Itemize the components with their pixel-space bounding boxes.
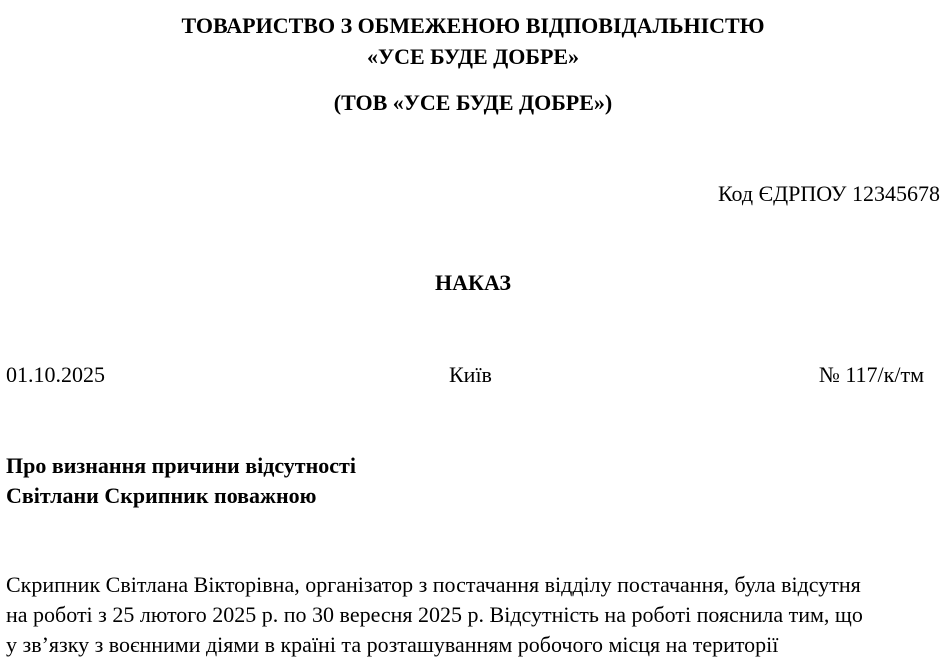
organization-full-name-line1: ТОВАРИСТВО З ОБМЕЖЕНОЮ ВІДПОВІДАЛЬНІСТЮ xyxy=(181,13,765,38)
order-body-text xyxy=(6,570,946,660)
order-city: Київ xyxy=(449,362,492,387)
order-subject-line2: Світлани Скрипник поважною xyxy=(6,483,317,508)
edrpou-code: Код ЄДРПОУ 12345678 xyxy=(717,181,940,206)
body-line2: на роботі з 25 лютого 2025 р. по 30 вересня 2025 р. Відсутність на роботі пояснила тим, що xyxy=(6,602,863,627)
order-date: 01.10.2025 xyxy=(6,362,105,387)
organization-full-name-line2: «УСЕ БУДЕ ДОБРЕ» xyxy=(366,44,580,69)
body-line1: Скрипник Світлана Вікторівна, організатор з постачання відділу постачання, була відсутня xyxy=(6,572,861,597)
organization-short-name: (ТОВ «УСЕ БУДЕ ДОБРЕ») xyxy=(333,90,613,115)
order-subject xyxy=(6,451,356,511)
body-line3: у зв’язку з воєнними діями в країні та розташуванням робочого місця на території xyxy=(6,632,779,657)
document-title: НАКАЗ xyxy=(435,270,511,295)
order-subject-line1: Про визнання причини відсутності xyxy=(6,453,356,478)
order-number: № 117/к/тм xyxy=(818,362,924,387)
